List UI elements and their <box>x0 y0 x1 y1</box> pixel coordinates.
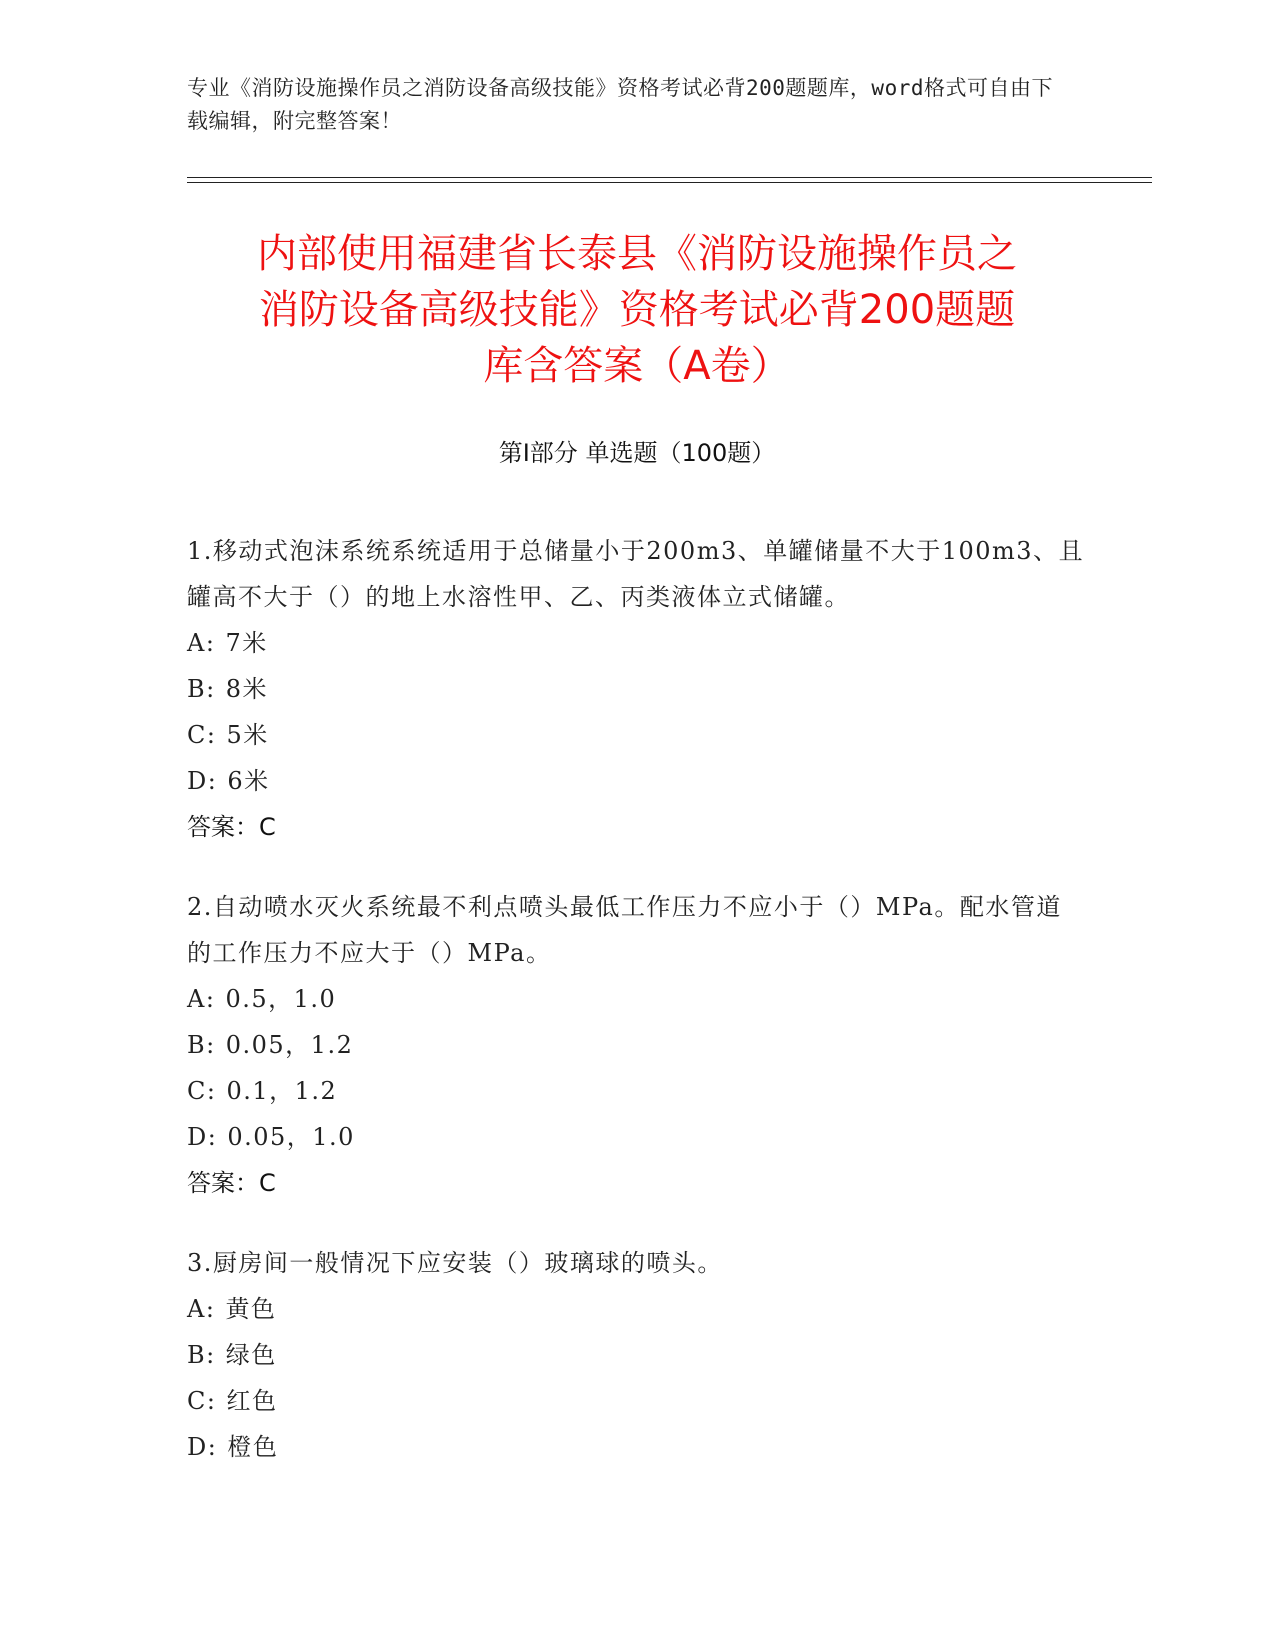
question-item <box>187 528 1087 850</box>
option-text: 红色 <box>226 1387 278 1415</box>
question-stem: 3.厨房间一般情况下应安装（）玻璃球的喷头。 <box>187 1249 723 1277</box>
question-option <box>187 758 1087 804</box>
question-item <box>187 1240 1087 1470</box>
option-text: 0.05，1.2 <box>225 1031 354 1059</box>
option-separator: : <box>206 1031 216 1059</box>
option-separator: : <box>205 1295 216 1323</box>
option-separator: : <box>207 767 218 795</box>
option-text: 6米 <box>227 767 270 795</box>
option-letter: D <box>187 1433 208 1461</box>
question-option <box>187 1286 1087 1332</box>
option-text: 黄色 <box>225 1295 277 1323</box>
option-letter: B <box>187 675 207 703</box>
option-letter: A <box>187 629 206 657</box>
document-title-line: 库含答案（A卷） <box>483 343 791 389</box>
document-title <box>187 226 1087 394</box>
question-option <box>187 1332 1087 1378</box>
option-text: 0.1，1.2 <box>226 1077 338 1105</box>
document-title-line: 消防设备高级技能》资格考试必背200题题 <box>258 287 1016 333</box>
header-note: 专业《消防设施操作员之消防设备高级技能》资格考试必背200题题库，word格式可自由下载编辑，附完整答案！ <box>187 76 1053 133</box>
option-letter: C <box>187 1077 207 1105</box>
option-text: 8米 <box>225 675 269 703</box>
question-item <box>187 884 1087 1206</box>
option-text: 7米 <box>225 629 268 657</box>
question-option <box>187 1068 1087 1114</box>
option-letter: B <box>187 1341 207 1369</box>
option-letter: C <box>187 1387 207 1415</box>
option-letter: D <box>187 767 208 795</box>
option-separator: : <box>206 675 216 703</box>
question-answer: 答案：C <box>187 813 276 841</box>
question-answer: 答案：C <box>187 1169 276 1197</box>
option-letter: B <box>187 1031 207 1059</box>
option-separator: : <box>206 1387 217 1415</box>
option-letter: A <box>187 985 206 1013</box>
option-text: 5米 <box>226 721 269 749</box>
option-separator: : <box>205 629 216 657</box>
question-option <box>187 976 1087 1022</box>
question-stem: 2.自动喷水灭火系统最不利点喷头最低工作压力不应小于（）MPa。配水管道的工作压力不应大于（）MPa。 <box>187 893 1062 967</box>
option-separator: : <box>207 1123 218 1151</box>
question-option <box>187 712 1087 758</box>
question-list <box>187 528 1087 1504</box>
option-letter: C <box>187 721 207 749</box>
option-letter: D <box>187 1123 208 1151</box>
question-option <box>187 1114 1087 1160</box>
option-separator: : <box>206 1077 217 1105</box>
header-divider-bottom <box>187 182 1152 183</box>
option-separator: : <box>205 985 216 1013</box>
question-option <box>187 1022 1087 1068</box>
option-letter: A <box>187 1295 206 1323</box>
option-separator: : <box>207 1433 218 1461</box>
question-option <box>187 666 1087 712</box>
question-option <box>187 1424 1087 1470</box>
question-stem: 1.移动式泡沫系统系统适用于总储量小于200m3、单罐储量不大于100m3、且罐高不大于（）的地上水溶性甲、乙、丙类液体立式储罐。 <box>187 537 1085 611</box>
question-option <box>187 1378 1087 1424</box>
option-text: 0.05，1.0 <box>227 1123 355 1151</box>
option-separator: : <box>206 1341 216 1369</box>
option-text: 橙色 <box>227 1433 279 1461</box>
option-text: 0.5，1.0 <box>225 985 337 1013</box>
document-title-line: 内部使用福建省长泰县《消防设施操作员之 <box>257 231 1017 277</box>
section-title: 第I部分 单选题（100题） <box>498 439 776 467</box>
header-divider-top <box>187 177 1152 178</box>
option-separator: : <box>206 721 217 749</box>
question-option <box>187 620 1087 666</box>
option-text: 绿色 <box>225 1341 277 1369</box>
